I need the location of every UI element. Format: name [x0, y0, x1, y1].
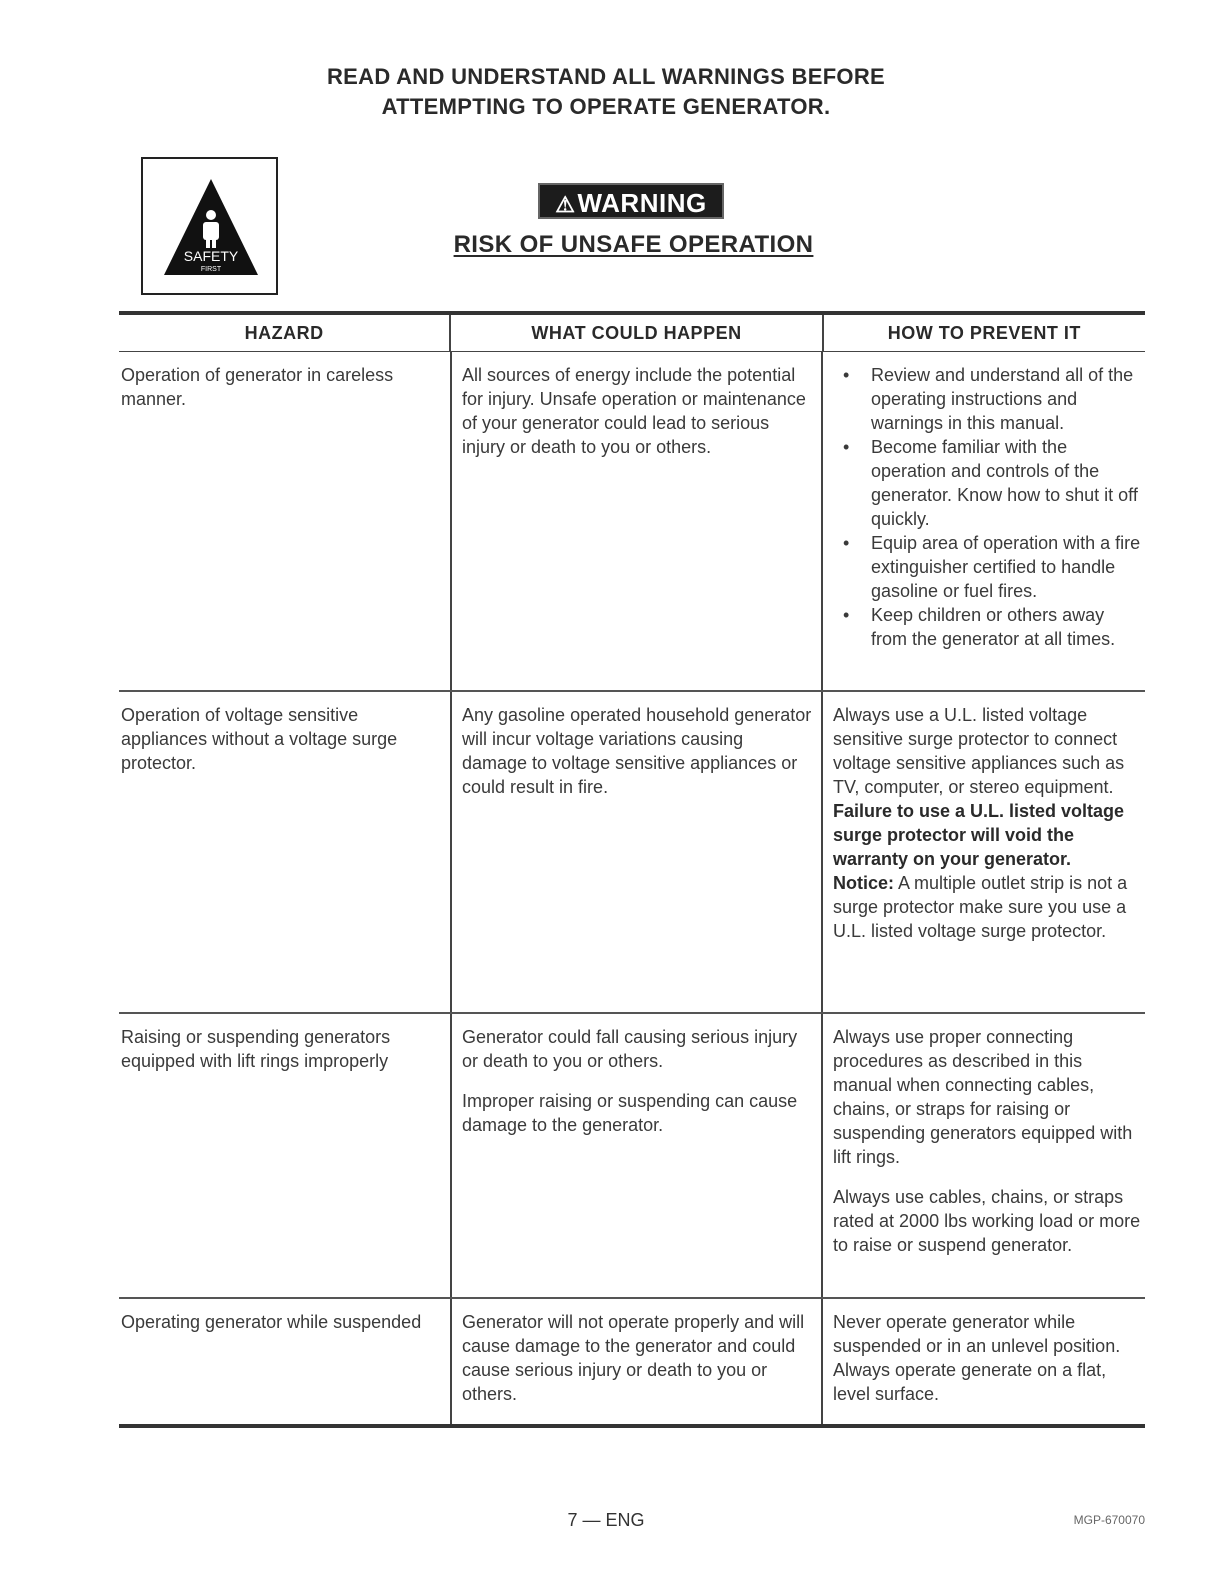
first-text: FIRST — [200, 266, 222, 273]
happen-text: All sources of energy include the potential for injury. Unsafe operation or maintenance of your generator could lead to serious injury or death to you or others. — [462, 365, 806, 457]
bullet-item: • Equip area of operation with a fire extinguisher certified to handle gasoline or fuel fires. — [833, 531, 1141, 603]
happen-cell — [450, 1299, 821, 1424]
column-header-how-to-prevent: HOW TO PREVENT IT — [822, 315, 1145, 351]
happen-cell — [450, 352, 821, 690]
hazard-cell: Operating generator while suspended — [121, 1312, 422, 1332]
prevent-cell — [821, 352, 1143, 690]
document-code: MGP-670070 — [1073, 1513, 1145, 1527]
column-header-hazard: HAZARD — [244, 323, 324, 343]
prevent-cell — [821, 1299, 1143, 1424]
header-line-1: READ AND UNDERSTAND ALL WARNINGS BEFORE — [326, 64, 886, 89]
prevent-text: Always use cables, chains, or straps rated at 2000 lbs working load or more to raise or suspend generator. — [833, 1187, 1141, 1255]
happen-text: Improper raising or suspending can cause damage to the generator. — [462, 1091, 798, 1135]
prevent-text: Never operate generator while suspended or in an unlevel position. Always operate generate on a flat, level surface. — [833, 1312, 1121, 1404]
hazard-cell: Operation of generator in careless manner. — [121, 365, 394, 409]
table-header-row — [119, 315, 1145, 352]
safety-first-icon — [162, 175, 260, 279]
warning-badge — [538, 183, 724, 219]
notice-label: Notice: — [833, 873, 895, 893]
happen-text: Generator will not operate properly and will cause damage to the generator and could cause serious injury or death to you or others. — [462, 1312, 805, 1404]
prevent-text: Always use proper connecting procedures as described in this manual when connecting cables, chains, or straps for raising or suspending generators equipped with lift rings. — [833, 1027, 1133, 1167]
page-header — [0, 62, 1212, 122]
table-row — [119, 352, 1145, 692]
happen-cell — [450, 692, 821, 1012]
column-header-what-could-happen: WHAT COULD HAPPEN — [449, 315, 821, 351]
prevent-cell — [821, 1014, 1143, 1297]
hazard-table — [119, 311, 1145, 1428]
bullet-item: • Keep children or others away from the generator at all times. — [833, 603, 1141, 651]
happen-text: Generator could fall causing serious injury or death to you or others. — [462, 1027, 798, 1071]
safety-text: SAFETY — [183, 248, 239, 264]
notice-text: A multiple outlet strip is not a surge protector make sure you use a U.L. listed voltage surge protector. — [833, 873, 1128, 941]
prevent-cell — [821, 692, 1143, 1012]
bullet-item: • Become familiar with the operation and controls of the generator. Know how to shut it off quickly. — [833, 435, 1141, 531]
page-number: 7 — ENG — [567, 1510, 645, 1530]
warning-triangle-icon: ⚠ — [555, 192, 576, 217]
warranty-warning: Failure to use a U.L. listed voltage surge protector will void the warranty on your generator. — [833, 801, 1125, 869]
bullet-item: • Review and understand all of the operating instructions and warnings in this manual. — [833, 363, 1141, 435]
table-row — [119, 1014, 1145, 1299]
hazard-cell: Raising or suspending generators equipped with lift rings improperly — [121, 1027, 391, 1071]
prevent-bullet-list — [833, 363, 1141, 651]
happen-cell — [450, 1014, 821, 1297]
risk-title: RISK OF UNSAFE OPERATION — [453, 231, 814, 258]
warning-label: WARNING — [577, 188, 707, 218]
header-line-2: ATTEMPTING TO OPERATE GENERATOR. — [381, 94, 831, 119]
hazard-cell: Operation of voltage sensitive appliances without a voltage surge protector. — [121, 705, 398, 773]
happen-text: Any gasoline operated household generator will incur voltage variations causing damage to voltage sensitive appliances or could result in fire. — [462, 705, 812, 797]
prevent-text: Always use a U.L. listed voltage sensitive surge protector to connect voltage sensitive appliances such as TV, computer, or stereo equipment. — [833, 705, 1125, 797]
table-row — [119, 692, 1145, 1014]
safety-first-logo — [141, 157, 278, 295]
table-row — [119, 1299, 1145, 1424]
